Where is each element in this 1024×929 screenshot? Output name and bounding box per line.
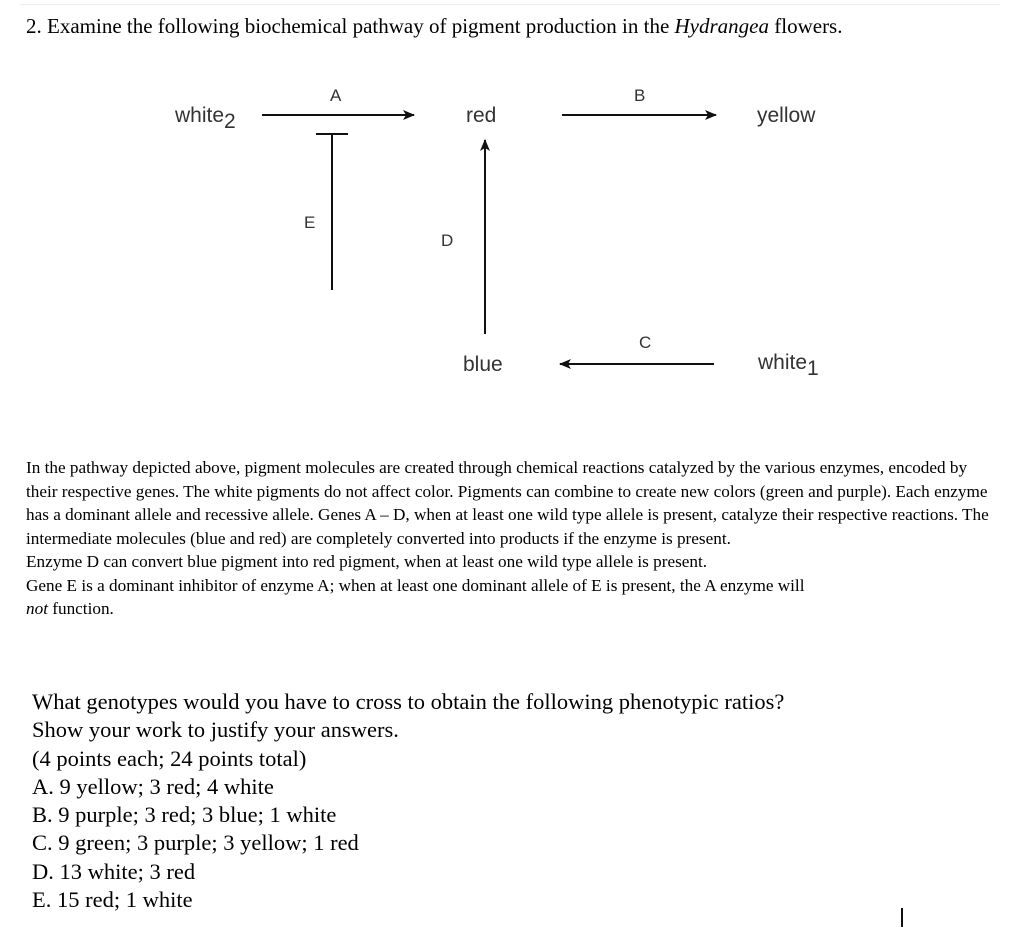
question-italic-genus: Hydrangea <box>674 14 769 38</box>
pathway-diagram <box>0 0 1024 440</box>
ratio-item-c: C. 9 green; 3 purple; 3 yellow; 1 red <box>32 830 359 856</box>
prompt-block <box>32 688 932 914</box>
description-paragraph-1: In the pathway depicted above, pigment molecules are created through chemical reactions catalyzed by the various enzymes, encoded by their respective genes. The white pigments do not affect color. Pigments can combine to create new colors (green and purple). Each enzyme has a dominant allele and recessive allele. Genes A – D, when at least one wild type allele is present, catalyze their respective reactions. The intermediate molecules (blue and red) are completely converted into products if the enzyme is present. <box>26 458 989 548</box>
enzyme-e-label: E <box>304 213 316 232</box>
prompt-points: (4 points each; 24 points total) <box>32 745 307 771</box>
question-text-end: flowers. <box>774 14 843 38</box>
text-cursor <box>901 908 903 927</box>
ratio-item-b: B. 9 purple; 3 red; 3 blue; 1 white <box>32 802 337 828</box>
ratio-item-a: A. 9 yellow; 3 red; 4 white <box>32 773 274 799</box>
enzyme-b-label: B <box>634 86 646 105</box>
enzyme-d-label: D <box>441 231 454 250</box>
node-blue: blue <box>463 353 503 376</box>
prompt-line-2: Show your work to justify your answers. <box>32 717 399 743</box>
question-number: 2. <box>26 14 42 38</box>
node-red: red <box>466 104 497 127</box>
prompt-line-1: What genotypes would you have to cross to obtain the following phenotypic ratios? <box>32 689 785 714</box>
node-yellow: yellow <box>757 104 816 127</box>
node-white2: white2 <box>175 104 236 133</box>
node-white1: white1 <box>758 351 819 380</box>
enzyme-a-label: A <box>330 86 342 105</box>
ratio-item-d: D. 13 white; 3 red <box>32 858 196 884</box>
pathway-description <box>26 456 1001 621</box>
description-paragraph-2: Enzyme D can convert blue pigment into red pigment, when at least one wild type allele is present. <box>26 552 708 571</box>
question-text: Examine the following biochemical pathway of pigment production in the <box>47 14 670 38</box>
ratio-item-e: E. 15 red; 1 white <box>32 887 193 913</box>
enzyme-c-label: C <box>639 333 652 352</box>
description-paragraph-3: Gene E is a dominant inhibitor of enzyme A; when at least one dominant allele of E is present, the A enzyme will not function. <box>26 575 805 618</box>
